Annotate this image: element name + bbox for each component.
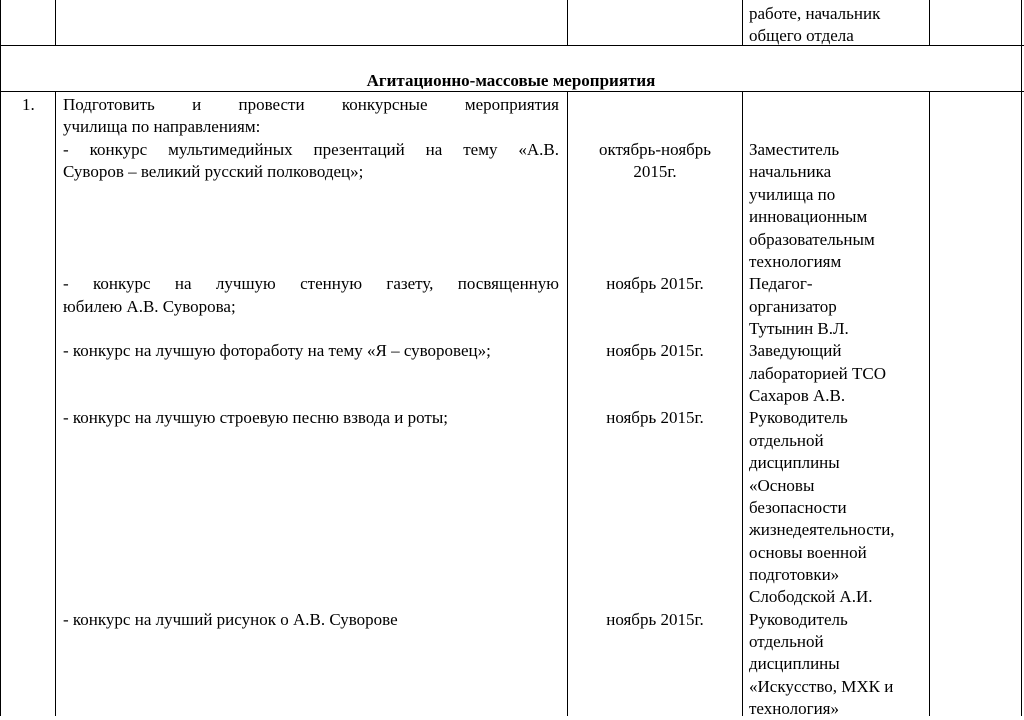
prev-responsible-line: работе, начальник [749, 4, 881, 23]
task-item-3-line: - конкурс на лучшую фотоработу на тему «Я – суворовец»; [63, 341, 491, 360]
task-item-1-line: - конкурс мультимедийных презентаций на тему «А.В. [63, 140, 559, 159]
column-divider-task [567, 0, 568, 46]
item-4-date: ноябрь 2015г. [606, 408, 704, 427]
task-item-2-line: - конкурс на лучшую стенную газету, посвященную [63, 274, 559, 293]
item-2-responsible: организатор [749, 297, 837, 316]
item-4-responsible: отдельной [749, 431, 824, 450]
task-item-4-line: - конкурс на лучшую строевую песню взвода и роты; [63, 408, 448, 427]
column-divider-date [742, 0, 743, 46]
item-1-date: октябрь-ноябрь [598, 140, 712, 159]
item-3-responsible: лабораторией ТСО [749, 364, 886, 383]
column-divider-responsible [929, 91, 930, 716]
prev-responsible-line: общего отдела [749, 26, 854, 45]
item-3-responsible: Заведующий [749, 341, 842, 360]
item-5-responsible: Руководитель [749, 610, 848, 629]
table-border-right [1021, 0, 1022, 716]
item-4-responsible: безопасности [749, 498, 847, 517]
item-2-responsible: Педагог- [749, 274, 813, 293]
item-5-responsible: технология» [749, 699, 839, 718]
item-4-responsible: дисциплины [749, 453, 840, 472]
column-divider-date [742, 91, 743, 716]
task-intro-line: Подготовить и провести конкурсные мероприятия [63, 95, 559, 114]
section-title: Агитационно-массовые мероприятия [366, 71, 656, 90]
item-2-responsible: Тутынин В.Л. [749, 319, 849, 338]
row-number: 1. [22, 95, 35, 114]
item-5-responsible: отдельной [749, 632, 824, 651]
column-divider-number [55, 0, 56, 46]
task-intro-line: училища по направлениям: [63, 117, 261, 136]
item-1-date: 2015г. [633, 162, 677, 181]
item-1-responsible: инновационным [749, 207, 868, 226]
item-4-responsible: подготовки» [749, 565, 840, 584]
task-item-1-line: Суворов – великий русский полководец»; [63, 162, 364, 181]
column-divider-responsible [929, 0, 930, 46]
task-item-2-line: юбилею А.В. Суворова; [63, 297, 236, 316]
item-4-responsible: Слободской А.И. [749, 587, 873, 606]
task-item-5-line: - конкурс на лучший рисунок о А.В. Суворове [63, 610, 398, 629]
item-2-date: ноябрь 2015г. [606, 274, 704, 293]
column-divider-number [55, 91, 56, 716]
item-1-responsible: начальника [749, 162, 832, 181]
item-4-responsible: Руководитель [749, 408, 848, 427]
table-border-top-section [0, 45, 1024, 46]
table-border-left [0, 0, 1, 716]
item-4-responsible: основы военной [749, 543, 867, 562]
item-1-responsible: технологиям [749, 252, 842, 271]
item-1-responsible: училища по [749, 185, 836, 204]
item-5-responsible: «Искусство, МХК и [749, 677, 894, 696]
item-4-responsible: «Основы [749, 476, 815, 495]
item-3-responsible: Сахаров А.В. [749, 386, 846, 405]
item-1-responsible: образовательным [749, 230, 875, 249]
item-5-date: ноябрь 2015г. [606, 610, 704, 629]
item-5-responsible: дисциплины [749, 654, 840, 673]
item-3-date: ноябрь 2015г. [606, 341, 704, 360]
item-4-responsible: жизнедеятельности, [749, 520, 895, 539]
item-1-responsible: Заместитель [749, 140, 840, 159]
